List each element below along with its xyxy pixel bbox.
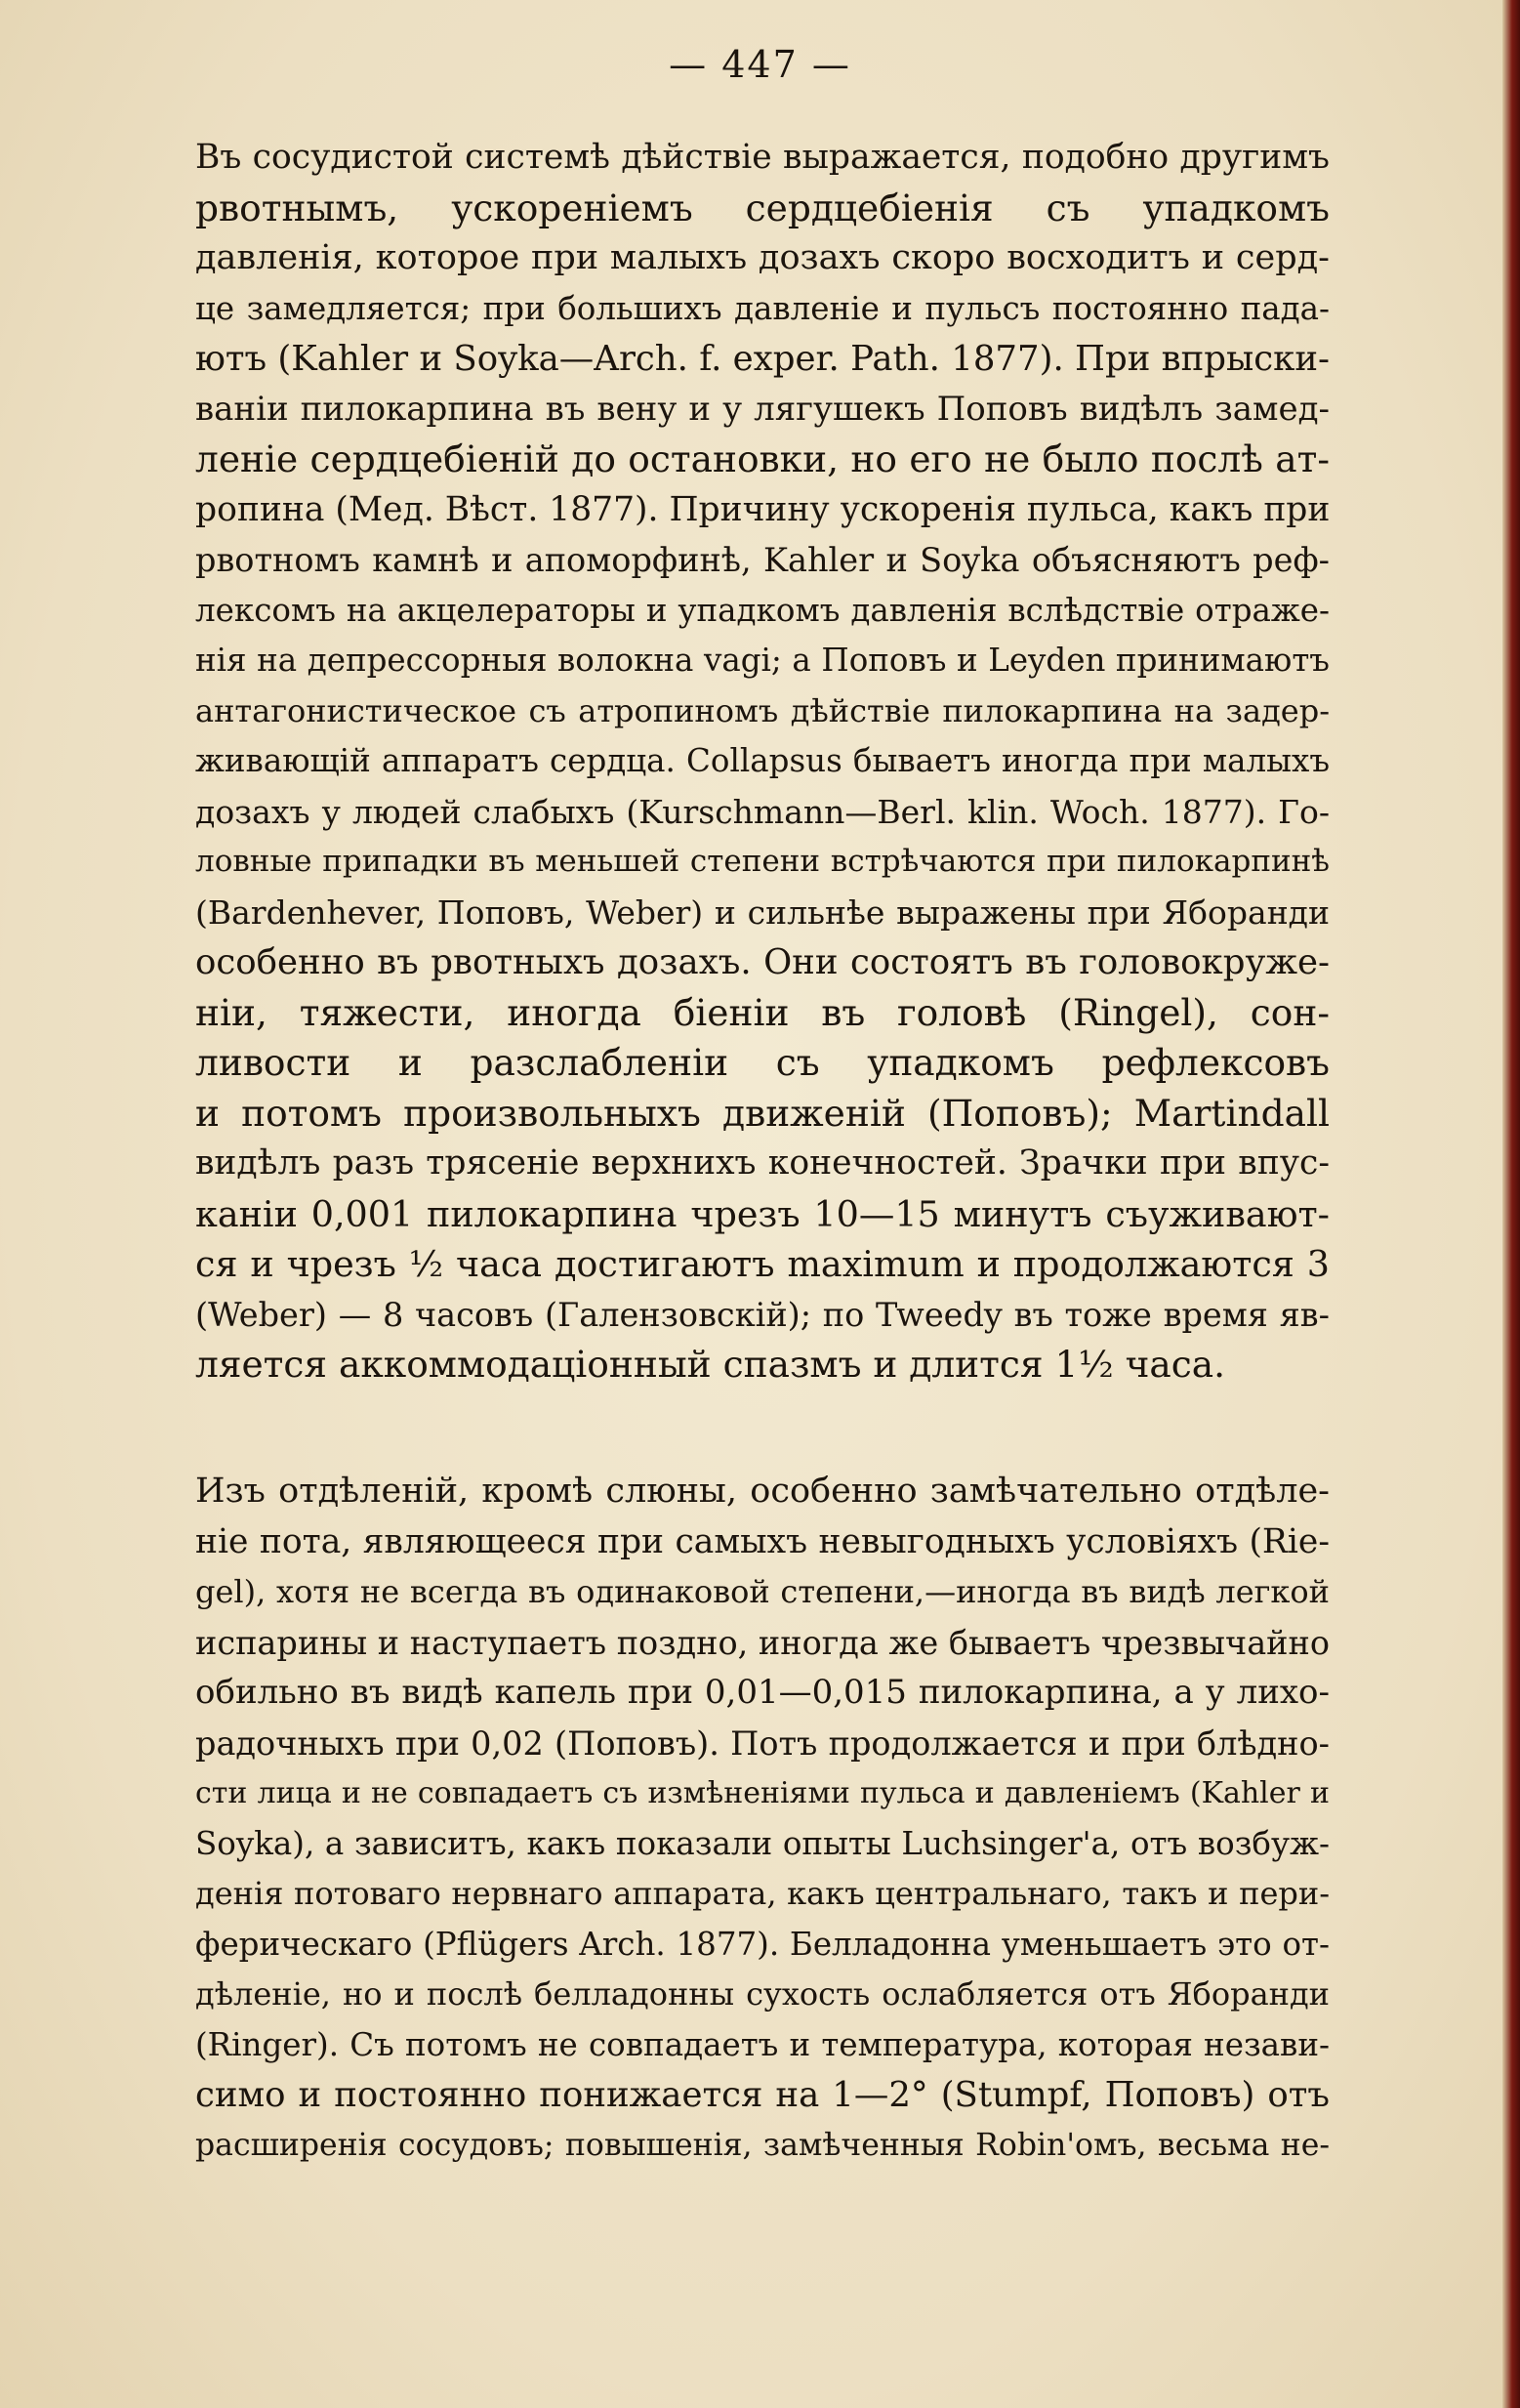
text-line: ляется аккоммодаціонный спазмъ и длится 1½ часа. bbox=[195, 1343, 1226, 1386]
text-line: ніе пота, являющееся при самыхъ невыгодныхъ условіяхъ (Rie- bbox=[195, 1521, 1330, 1561]
text-line: (Weber) — 8 часовъ (Галензовскій); по Tweedy въ тоже время яв- bbox=[195, 1295, 1330, 1334]
text-line: дѣленіе, но и послѣ белладонны сухость ослабляется отъ Яборанди bbox=[195, 1975, 1330, 2013]
text-line: симо и постоянно понижается на 1—2° (Stumpf, Поповъ) отъ bbox=[195, 2075, 1330, 2115]
text-line: особенно въ рвотныхъ дозахъ. Они состоятъ въ головокруже- bbox=[195, 942, 1330, 982]
text-line: ваніи пилокарпина въ вену и у лягушекъ Поповъ видѣлъ замед- bbox=[195, 389, 1330, 429]
page-number: — 447 — bbox=[669, 43, 851, 86]
text-line: антагонистическое съ атропиномъ дѣйствіе пилокарпина на задер- bbox=[195, 691, 1330, 729]
text-line: испарины и наступаетъ поздно, иногда же бываетъ чрезвычайно bbox=[195, 1623, 1330, 1662]
text-line: ніи, тяжести, иногда біеніи въ головѣ (Ringel), сон- bbox=[195, 990, 1330, 1034]
text-line: ся и чрезъ ½ часа достигаютъ maximum и продолжаются 3 bbox=[195, 1243, 1330, 1285]
text-line: денія потоваго нервнаго аппарата, какъ центральнаго, такъ и пери- bbox=[195, 1875, 1330, 1912]
text-line: леніе сердцебіеній до остановки, но его не было послѣ ат- bbox=[195, 437, 1330, 480]
text-line: нія на депрессорныя волокна vagi; а Поповъ и Leyden принимаютъ bbox=[195, 642, 1330, 679]
text-line: давленія, которое при малыхъ дозахъ скоро восходитъ и серд- bbox=[195, 238, 1330, 277]
text-line: дозахъ у людей слабыхъ (Kurschmann—Berl. klin. Woch. 1877). Го- bbox=[195, 792, 1330, 831]
text-line: Soyka), а зависитъ, какъ показали опыты Luchsinger'а, отъ возбуж- bbox=[195, 1824, 1330, 1862]
text-line: ропина (Мед. Вѣст. 1877). Причину ускоренія пульса, какъ при bbox=[195, 489, 1331, 529]
text-line: обильно въ видѣ капель при 0,01—0,015 пилокарпина, а у лихо- bbox=[195, 1673, 1330, 1712]
text-line: расширенія сосудовъ; повышенія, замѣченныя Robin'омъ, весьма не- bbox=[195, 2127, 1330, 2163]
text-line: Изъ отдѣленій, кромѣ слюны, особенно замѣчательно отдѣле- bbox=[195, 1472, 1330, 1511]
text-line: рвотнымъ, ускореніемъ сердцебіенія съ упадкомъ bbox=[195, 186, 1330, 229]
text-line: ютъ (Kahler и Soyka—Arch. f. exper. Path. 1877). При впрыски- bbox=[195, 339, 1330, 379]
text-line: gel), хотя не всегда въ одинаковой степени,—иногда въ видѣ легкой bbox=[195, 1573, 1330, 1610]
text-line: Въ сосудистой системѣ дѣйствіе выражается, подобно другимъ bbox=[195, 138, 1330, 177]
paragraph-1 bbox=[195, 133, 1330, 1391]
text-line: живающій аппаратъ сердца. Collapsus бываетъ иногда при малыхъ bbox=[195, 742, 1330, 779]
paragraph-2 bbox=[195, 1467, 1330, 2171]
text-line: (Ringer). Съ потомъ не совпадаетъ и температура, которая незави- bbox=[195, 2025, 1330, 2063]
text-line: радочныхъ при 0,02 (Поповъ). Потъ продолжается и при блѣдно- bbox=[195, 1723, 1330, 1763]
text-line: лексомъ на акцелераторы и упадкомъ давленія вслѣдствіе отраже- bbox=[195, 591, 1330, 629]
text-line: це замедляется; при большихъ давленіе и пульсъ постоянно пада- bbox=[195, 289, 1330, 327]
text-line: видѣлъ разъ трясеніе верхнихъ конечностей. Зрачки при впус- bbox=[195, 1143, 1330, 1183]
text-line: ловные припадки въ меньшей степени встрѣчаются при пилокарпинѣ bbox=[195, 844, 1330, 879]
text-line: и потомъ произвольныхъ движеній (Поповъ); Martindall bbox=[195, 1091, 1330, 1135]
text-line: каніи 0,001 пилокарпина чрезъ 10—15 минутъ съуживают- bbox=[195, 1192, 1330, 1235]
text-line: (Bardenhever, Поповъ, Weber) и сильнѣе выражены при Яборанди bbox=[195, 893, 1330, 932]
text-line: ферическаго (Pflügers Arch. 1877). Белладонна уменьшаетъ это от- bbox=[195, 1925, 1330, 1963]
text-line: ливости и разслабленіи съ упадкомъ рефлексовъ bbox=[195, 1041, 1330, 1084]
page-edge bbox=[1502, 0, 1520, 2408]
text-line: рвотномъ камнѣ и апоморфинѣ, Kahler и Soyka объясняютъ реф- bbox=[195, 541, 1330, 579]
text-line: сти лица и не совпадаетъ съ измѣненіями пульса и давленіемъ (Kahler и bbox=[195, 1776, 1330, 1810]
